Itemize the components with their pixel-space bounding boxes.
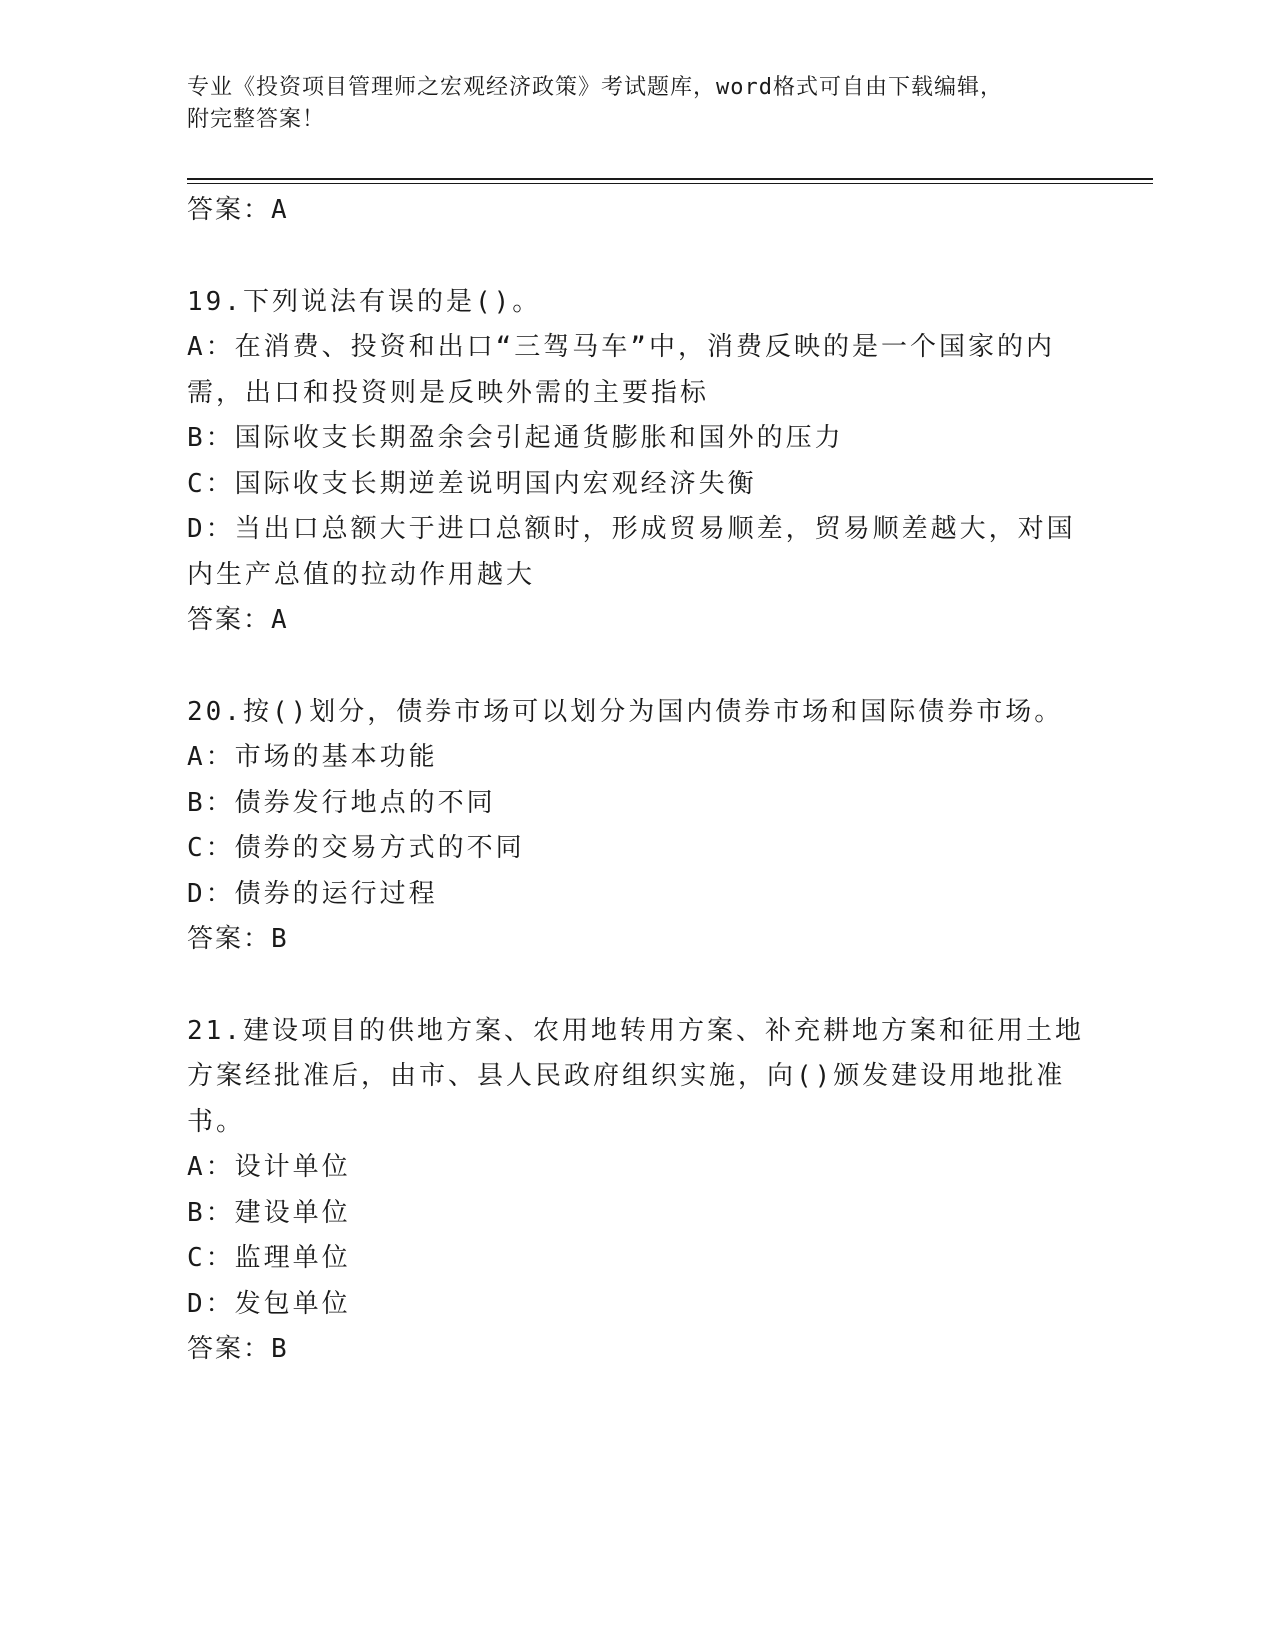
option-a: A：设计单位 bbox=[187, 1152, 351, 1182]
spacer bbox=[187, 644, 1087, 690]
option-b: B：国际收支长期盈余会引起通货膨胀和国外的压力 bbox=[187, 423, 844, 453]
header-line-2: 附完整答案！ bbox=[187, 107, 326, 132]
header-line-1: 专业《投资项目管理师之宏观经济政策》考试题库，word格式可自由下载编辑， bbox=[187, 75, 1003, 100]
question-stem: 19.下列说法有误的是()。 bbox=[187, 286, 542, 317]
option-d: D：债券的运行过程 bbox=[187, 878, 438, 909]
question-stem-continued: 书。 bbox=[187, 1106, 246, 1137]
option-d: D：当出口总额大于进口总额时，形成贸易顺差，贸易顺差越大，对国 bbox=[187, 514, 1076, 544]
option-c: C：债券的交易方式的不同 bbox=[187, 833, 525, 863]
option-b: B：债券发行地点的不同 bbox=[187, 787, 496, 818]
answer-line: 答案：A bbox=[187, 195, 289, 225]
question-stem: 20.按()划分，债券市场可以划分为国内债券市场和国际债券市场。 bbox=[187, 696, 1064, 727]
option-a-continued: 需，出口和投资则是反映外需的主要指标 bbox=[187, 377, 710, 408]
document-body bbox=[187, 188, 1087, 1373]
answer-line: 答案：B bbox=[187, 924, 289, 954]
answer-line: 答案：A bbox=[187, 605, 289, 635]
header-divider bbox=[187, 178, 1153, 184]
answer-line: 答案：B bbox=[187, 1334, 289, 1364]
document-header bbox=[187, 72, 1087, 136]
spacer bbox=[187, 234, 1087, 280]
option-a: A：在消费、投资和出口“三驾马车”中，消费反映的是一个国家的内 bbox=[187, 332, 1055, 362]
question-block bbox=[187, 690, 1087, 963]
option-c: C：国际收支长期逆差说明国内宏观经济失衡 bbox=[187, 468, 757, 499]
question-block bbox=[187, 280, 1087, 644]
option-c: C：监理单位 bbox=[187, 1243, 351, 1273]
spacer bbox=[187, 963, 1087, 1009]
question-block bbox=[187, 1009, 1087, 1373]
option-b: B：建设单位 bbox=[187, 1197, 351, 1228]
question-stem: 21.建设项目的供地方案、农用地转用方案、补充耕地方案和征用土地 bbox=[187, 1015, 1084, 1046]
option-d: D：发包单位 bbox=[187, 1288, 351, 1319]
option-d-continued: 内生产总值的拉动作用越大 bbox=[187, 559, 536, 590]
option-a: A：市场的基本功能 bbox=[187, 742, 438, 772]
question-stem-continued: 方案经批准后，由市、县人民政府组织实施，向()颁发建设用地批准 bbox=[187, 1061, 1066, 1091]
